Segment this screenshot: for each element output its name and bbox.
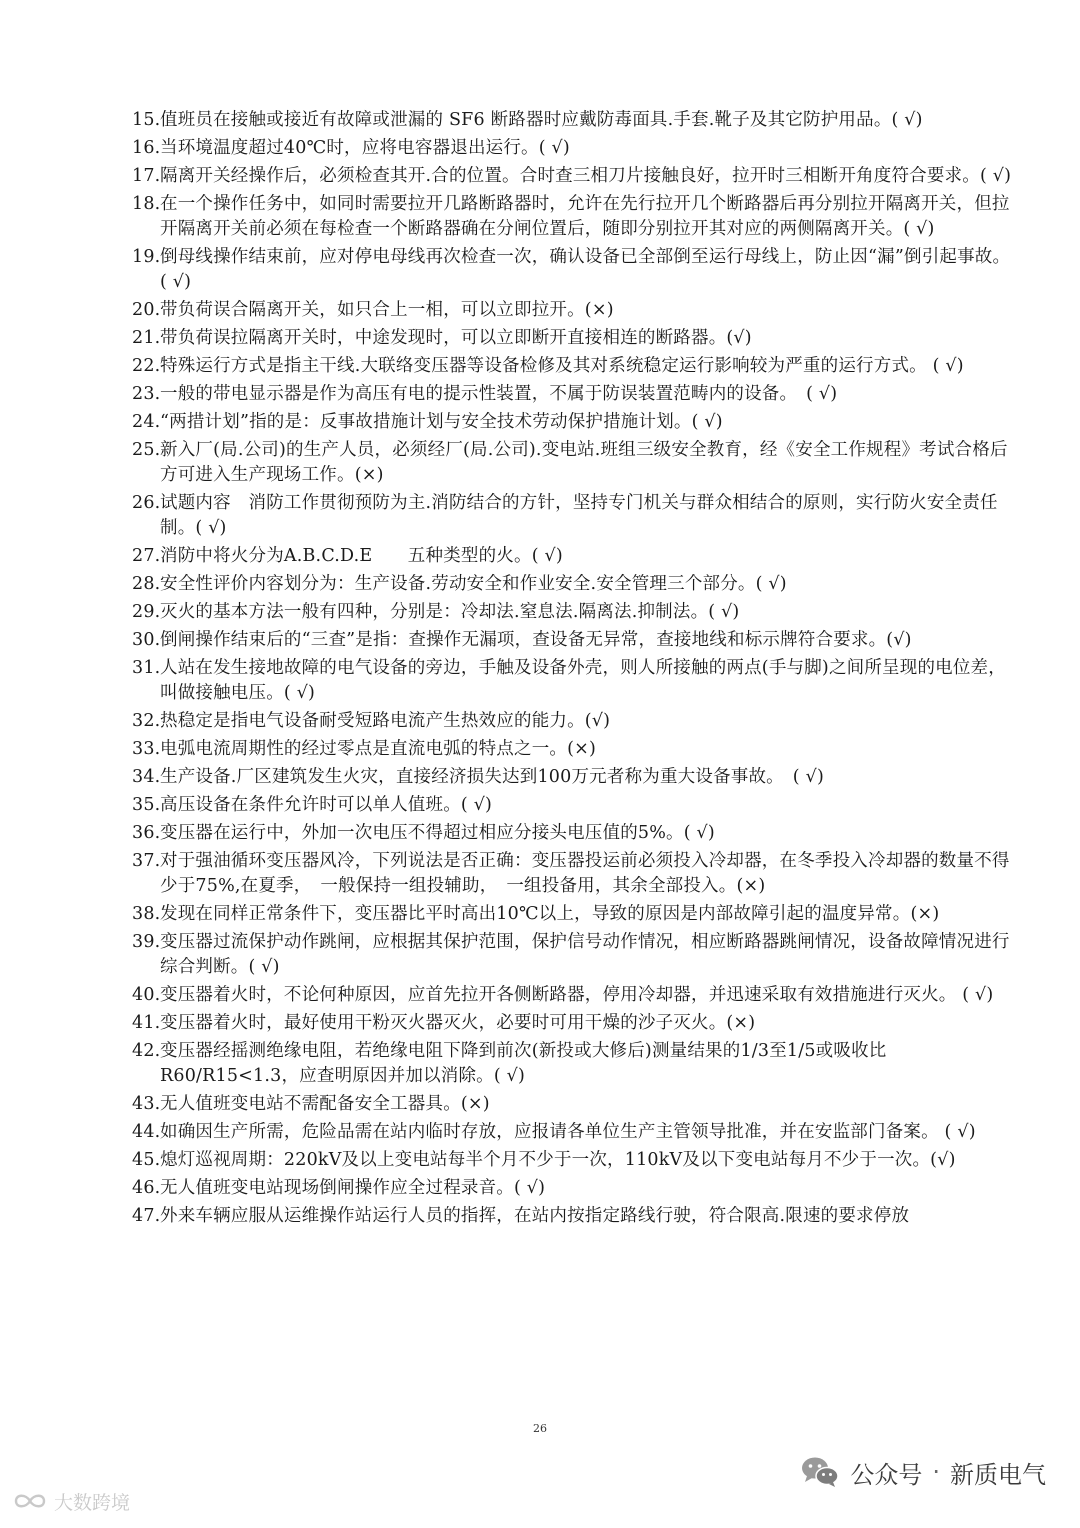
item-text: 值班员在接触或接近有故障或泄漏的 SF6 断路器时应戴防毒面具.手套.靴子及其它防护用品。( √) (160, 110, 923, 130)
watermark-separator: · (932, 1458, 940, 1486)
item-text: 变压器过流保护动作跳闸，应根据其保护范围，保护信号动作情况，相应断路器跳闸情况，设备故障情况进行综合判断。( √) (160, 932, 1010, 977)
item-text: 熄灯巡视周期：220kV及以上变电站每半个月不少于一次，110kV及以下变电站每月不少于一次。(√) (160, 1150, 956, 1170)
item-number: 40. (132, 985, 161, 1005)
item-text: 热稳定是指电气设备耐受短路电流产生热效应的能力。(√) (160, 711, 611, 731)
page-number: 26 (533, 1422, 547, 1435)
item-text: 变压器着火时，最好使用干粉灭火器灭火，必要时可用干燥的沙子灭火。(×) (160, 1013, 756, 1033)
item-text: “两措计划”指的是：反事故措施计划与安全技术劳动保护措施计划。( √) (160, 412, 723, 432)
list-item (132, 930, 1012, 980)
item-text: 对于强油循环变压器风冷，下列说法是否正确：变压器投运前必须投入冷却器，在冬季投入冷却器的数量不得少于75%,在夏季， 一般保持一组投辅助， 一组投备用，其余全部投入。(×) (160, 851, 1010, 896)
item-number: 19. (132, 247, 161, 267)
watermark-left (12, 1486, 130, 1516)
item-text: 外来车辆应服从运维操作站运行人员的指挥，在站内按指定路线行驶，符合限高.限速的要求停放 (160, 1206, 910, 1226)
item-number: 31. (132, 658, 161, 678)
question-list (132, 108, 1012, 1232)
list-item (132, 1176, 1012, 1201)
item-text: 高压设备在条件允许时可以单人值班。( √) (160, 795, 493, 815)
list-item (132, 164, 1012, 189)
item-text: 变压器在运行中，外加一次电压不得超过相应分接头电压值的5%。( √) (160, 823, 715, 843)
item-text: 如确因生产所需，危险品需在站内临时存放，应报请各单位生产主管领导批准，并在安监部门备案。 ( √) (160, 1122, 976, 1142)
item-text: 变压器经摇测绝缘电阻，若绝缘电阻下降到前次(新投或大修后)测量结果的1/3至1/5或吸收比R60/R15<1.3，应查明原因并加以消除。( √) (160, 1041, 887, 1086)
item-text: 发现在同样正常条件下，变压器比平时高出10℃以上，导致的原因是内部故障引起的温度异常。(×) (160, 904, 940, 924)
item-number: 18. (132, 194, 161, 214)
item-number: 45. (132, 1150, 161, 1170)
list-item (132, 491, 1012, 541)
list-item (132, 438, 1012, 488)
item-text: 生产设备.厂区建筑发生火灾，直接经济损失达到100万元者称为重大设备事故。 ( √) (160, 767, 824, 787)
item-number: 27. (132, 546, 161, 566)
list-item (132, 1148, 1012, 1173)
item-number: 25. (132, 440, 161, 460)
item-number: 24. (132, 412, 161, 432)
watermark-label: 公众号 (850, 1460, 923, 1489)
item-number: 29. (132, 602, 161, 622)
list-item (132, 709, 1012, 734)
item-number: 33. (132, 739, 161, 759)
item-number: 28. (132, 574, 161, 594)
item-number: 47. (132, 1206, 161, 1226)
wechat-watermark (800, 1452, 1046, 1492)
item-number: 15. (132, 110, 161, 130)
item-text: 消防中将火分为A.B.C.D.E 五种类型的火。( √) (160, 546, 563, 566)
item-number: 42. (132, 1041, 161, 1061)
list-item (132, 765, 1012, 790)
item-number: 36. (132, 823, 161, 843)
item-number: 17. (132, 166, 161, 186)
item-text: 特殊运行方式是指主干线.大联络变压器等设备检修及其对系统稳定运行影响较为严重的运行方式。 ( √) (160, 356, 964, 376)
item-text: 新入厂(局.公司)的生产人员，必须经厂(局.公司).变电站.班组三级安全教育，经《安全工作规程》考试合格后方可进入生产现场工作。(×) (160, 440, 1008, 485)
list-item (132, 600, 1012, 625)
item-text: 在一个操作任务中，如同时需要拉开几路断路器时，允许在先行拉开几个断路器后再分别拉开隔离开关，但拉开隔离开关前必须在每检查一个断路器确在分闸位置后，随即分别拉开其对应的两侧隔离开关。( √) (160, 194, 1010, 239)
list-item (132, 245, 1012, 295)
watermark-account-name: 新质电气 (950, 1460, 1046, 1489)
list-item (132, 136, 1012, 161)
list-item (132, 793, 1012, 818)
list-item (132, 192, 1012, 242)
list-item (132, 1204, 1012, 1229)
item-number: 20. (132, 300, 161, 320)
list-item (132, 108, 1012, 133)
list-item (132, 1120, 1012, 1145)
item-number: 30. (132, 630, 161, 650)
item-text: 安全性评价内容划分为：生产设备.劳动安全和作业安全.安全管理三个部分。( √) (160, 574, 787, 594)
item-number: 41. (132, 1013, 161, 1033)
item-number: 37. (132, 851, 161, 871)
item-text: 当环境温度超过40℃时，应将电容器退出运行。( √) (160, 138, 570, 158)
item-text: 无人值班变电站不需配备安全工器具。(×) (160, 1094, 490, 1114)
item-text: 灭火的基本方法一般有四种，分别是：冷却法.窒息法.隔离法.抑制法。( √) (160, 602, 740, 622)
list-item (132, 1011, 1012, 1036)
item-text: 人站在发生接地故障的电气设备的旁边，手触及设备外壳，则人所接触的两点(手与脚)之间所呈现的电位差，叫做接触电压。( √) (160, 658, 1006, 703)
list-item (132, 572, 1012, 597)
list-item (132, 1092, 1012, 1117)
item-number: 16. (132, 138, 161, 158)
item-number: 23. (132, 384, 161, 404)
list-item (132, 983, 1012, 1008)
item-text: 隔离开关经操作后，必须检查其开.合的位置。合时查三相刀片接触良好，拉开时三相断开角度符合要求。( √) (160, 166, 1012, 186)
list-item (132, 628, 1012, 653)
item-number: 34. (132, 767, 161, 787)
item-number: 38. (132, 904, 161, 924)
item-number: 26. (132, 493, 161, 513)
list-item (132, 737, 1012, 762)
item-text: 倒闸操作结束后的“三查”是指：查操作无漏项，查设备无异常，查接地线和标示牌符合要求。(√) (160, 630, 912, 650)
item-text: 带负荷误合隔离开关，如只合上一相，可以立即拉开。(×) (160, 300, 614, 320)
list-item (132, 1039, 1012, 1089)
list-item (132, 354, 1012, 379)
item-number: 43. (132, 1094, 161, 1114)
watermark-left-text: 大数跨境 (54, 1491, 131, 1514)
item-number: 32. (132, 711, 161, 731)
list-item (132, 544, 1012, 569)
item-number: 21. (132, 328, 161, 348)
list-item (132, 410, 1012, 435)
item-number: 44. (132, 1122, 161, 1142)
item-number: 35. (132, 795, 161, 815)
item-number: 46. (132, 1178, 161, 1198)
item-text: 变压器着火时，不论何种原因，应首先拉开各侧断路器，停用冷却器，并迅速采取有效措施进行灭火。 ( √) (160, 985, 994, 1005)
list-item (132, 902, 1012, 927)
list-item (132, 298, 1012, 323)
list-item (132, 821, 1012, 846)
item-text: 带负荷误拉隔离开关时，中途发现时，可以立即断开直接相连的断路器。(√) (160, 328, 752, 348)
list-item (132, 326, 1012, 351)
wechat-icon (800, 1455, 840, 1489)
item-text: 电弧电流周期性的经过零点是直流电弧的特点之一。(×) (160, 739, 597, 759)
list-item (132, 382, 1012, 407)
item-text: 倒母线操作结束前，应对停电母线再次检查一次，确认设备已全部倒至运行母线上，防止因“漏”倒引起事故。( √) (160, 247, 1011, 292)
item-number: 22. (132, 356, 161, 376)
item-text: 无人值班变电站现场倒闸操作应全过程录音。( √) (160, 1178, 546, 1198)
infinity-logo-icon (12, 1491, 48, 1511)
item-text: 一般的带电显示器是作为高压有电的提示性装置，不属于防误装置范畴内的设备。 ( √) (160, 384, 838, 404)
item-text: 试题内容 消防工作贯彻预防为主.消防结合的方针，坚持专门机关与群众相结合的原则，实行防火安全责任制。( √) (160, 493, 998, 538)
list-item (132, 849, 1012, 899)
item-number: 39. (132, 932, 161, 952)
list-item (132, 656, 1012, 706)
